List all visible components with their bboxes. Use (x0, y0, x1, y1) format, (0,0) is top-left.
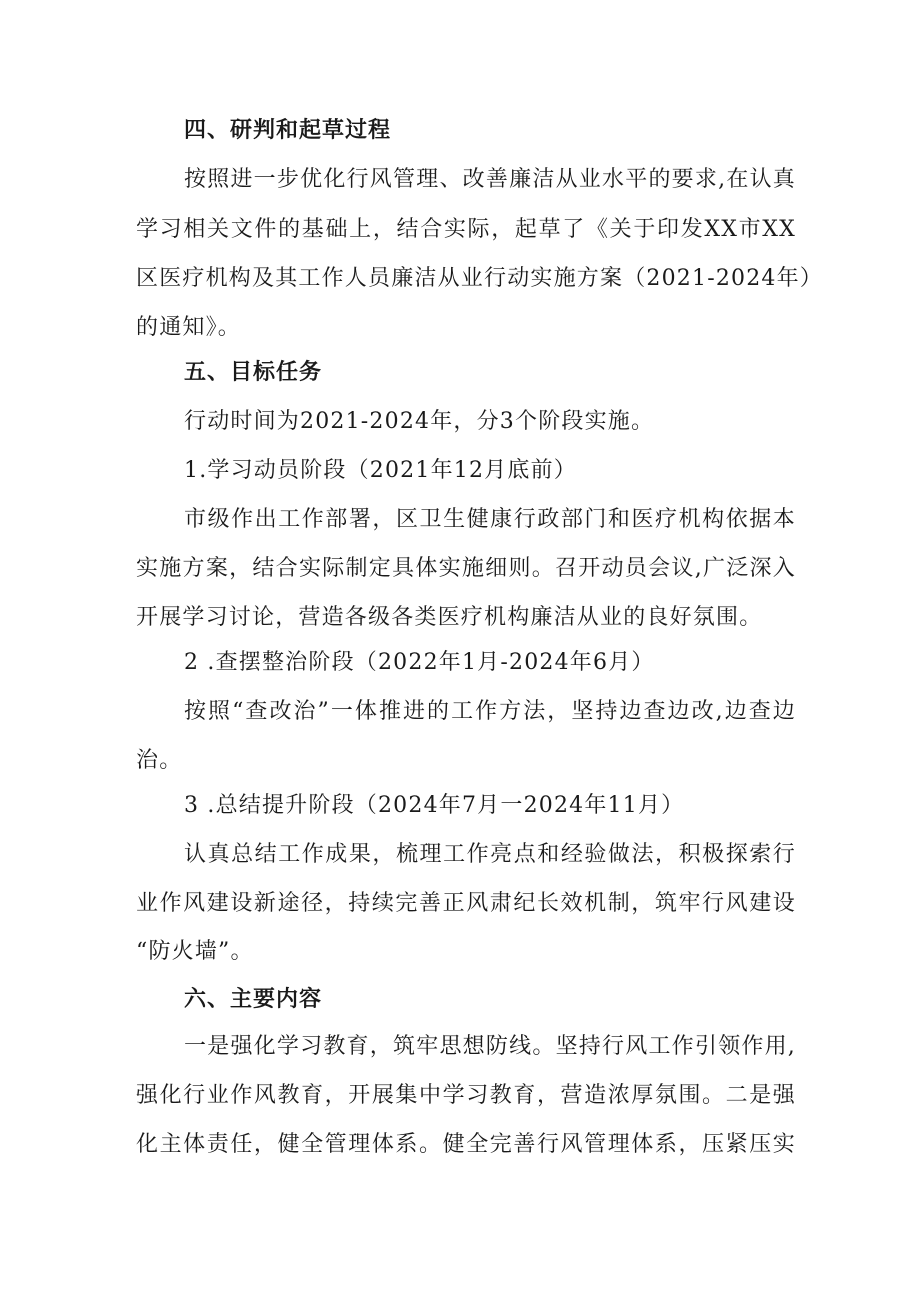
section-6-heading: 六、主要内容 (184, 987, 323, 1012)
section-6-line-2: 强化行业作风教育，开展集中学习教育，营造浓厚氛围。二是强 (136, 1083, 796, 1108)
section-4-heading: 四、研判和起草过程 (184, 118, 392, 143)
section-6-line-1: 一是强化学习教育，筑牢思想防线。坚持行风工作引领作用, (184, 1034, 796, 1059)
stage-3-line-1: 认真总结工作成果，梳理工作亮点和经验做法，积极探索行 (184, 842, 796, 867)
section-6-line-3: 化主体责任，健全管理体系。健全完善行风管理体系，压紧压实 (136, 1132, 796, 1157)
stage-1-line-2: 实施方案，结合实际制定具体实施细则。召开动员会议,广泛深入 (136, 556, 796, 581)
stage-2-line-1: 按照“查改治”一体推进的工作方法，坚持边查边改,边查边 (184, 699, 796, 724)
section-5-intro: 行动时间为2021-2024年，分3个阶段实施。 (184, 409, 655, 434)
stage-3-line-3: “防火墙”。 (136, 939, 254, 964)
section-4-line-4: 的通知》。 (136, 315, 242, 340)
stage-1-title: 1.学习动员阶段（2021年12月底前） (184, 458, 577, 483)
section-4-line-3: 区医疗机构及其工作人员廉洁从业行动实施方案（2021-2024年） (136, 266, 824, 291)
section-4-line-1: 按照进一步优化行风管理、改善廉洁从业水平的要求,在认真 (184, 167, 796, 192)
stage-1-line-1: 市级作出工作部署，区卫生健康行政部门和医疗机构依据本 (184, 507, 796, 532)
section-4-line-2: 学习相关文件的基础上，结合实际，起草了《关于印发XX市XX (136, 217, 796, 242)
stage-2-title: 2 .查摆整治阶段（2022年1月-2024年6月） (184, 650, 655, 675)
stage-1-line-3: 开展学习讨论，营造各级各类医疗机构廉洁从业的良好氛围。 (136, 605, 763, 630)
stage-3-title: 3 .总结提升阶段（2024年7月一2024年11月） (184, 793, 685, 818)
stage-3-line-2: 业作风建设新途径，持续完善正风肃纪长效机制，筑牢行风建设 (136, 891, 796, 916)
section-5-heading: 五、目标任务 (184, 360, 323, 385)
stage-2-line-2: 治。 (136, 748, 183, 773)
